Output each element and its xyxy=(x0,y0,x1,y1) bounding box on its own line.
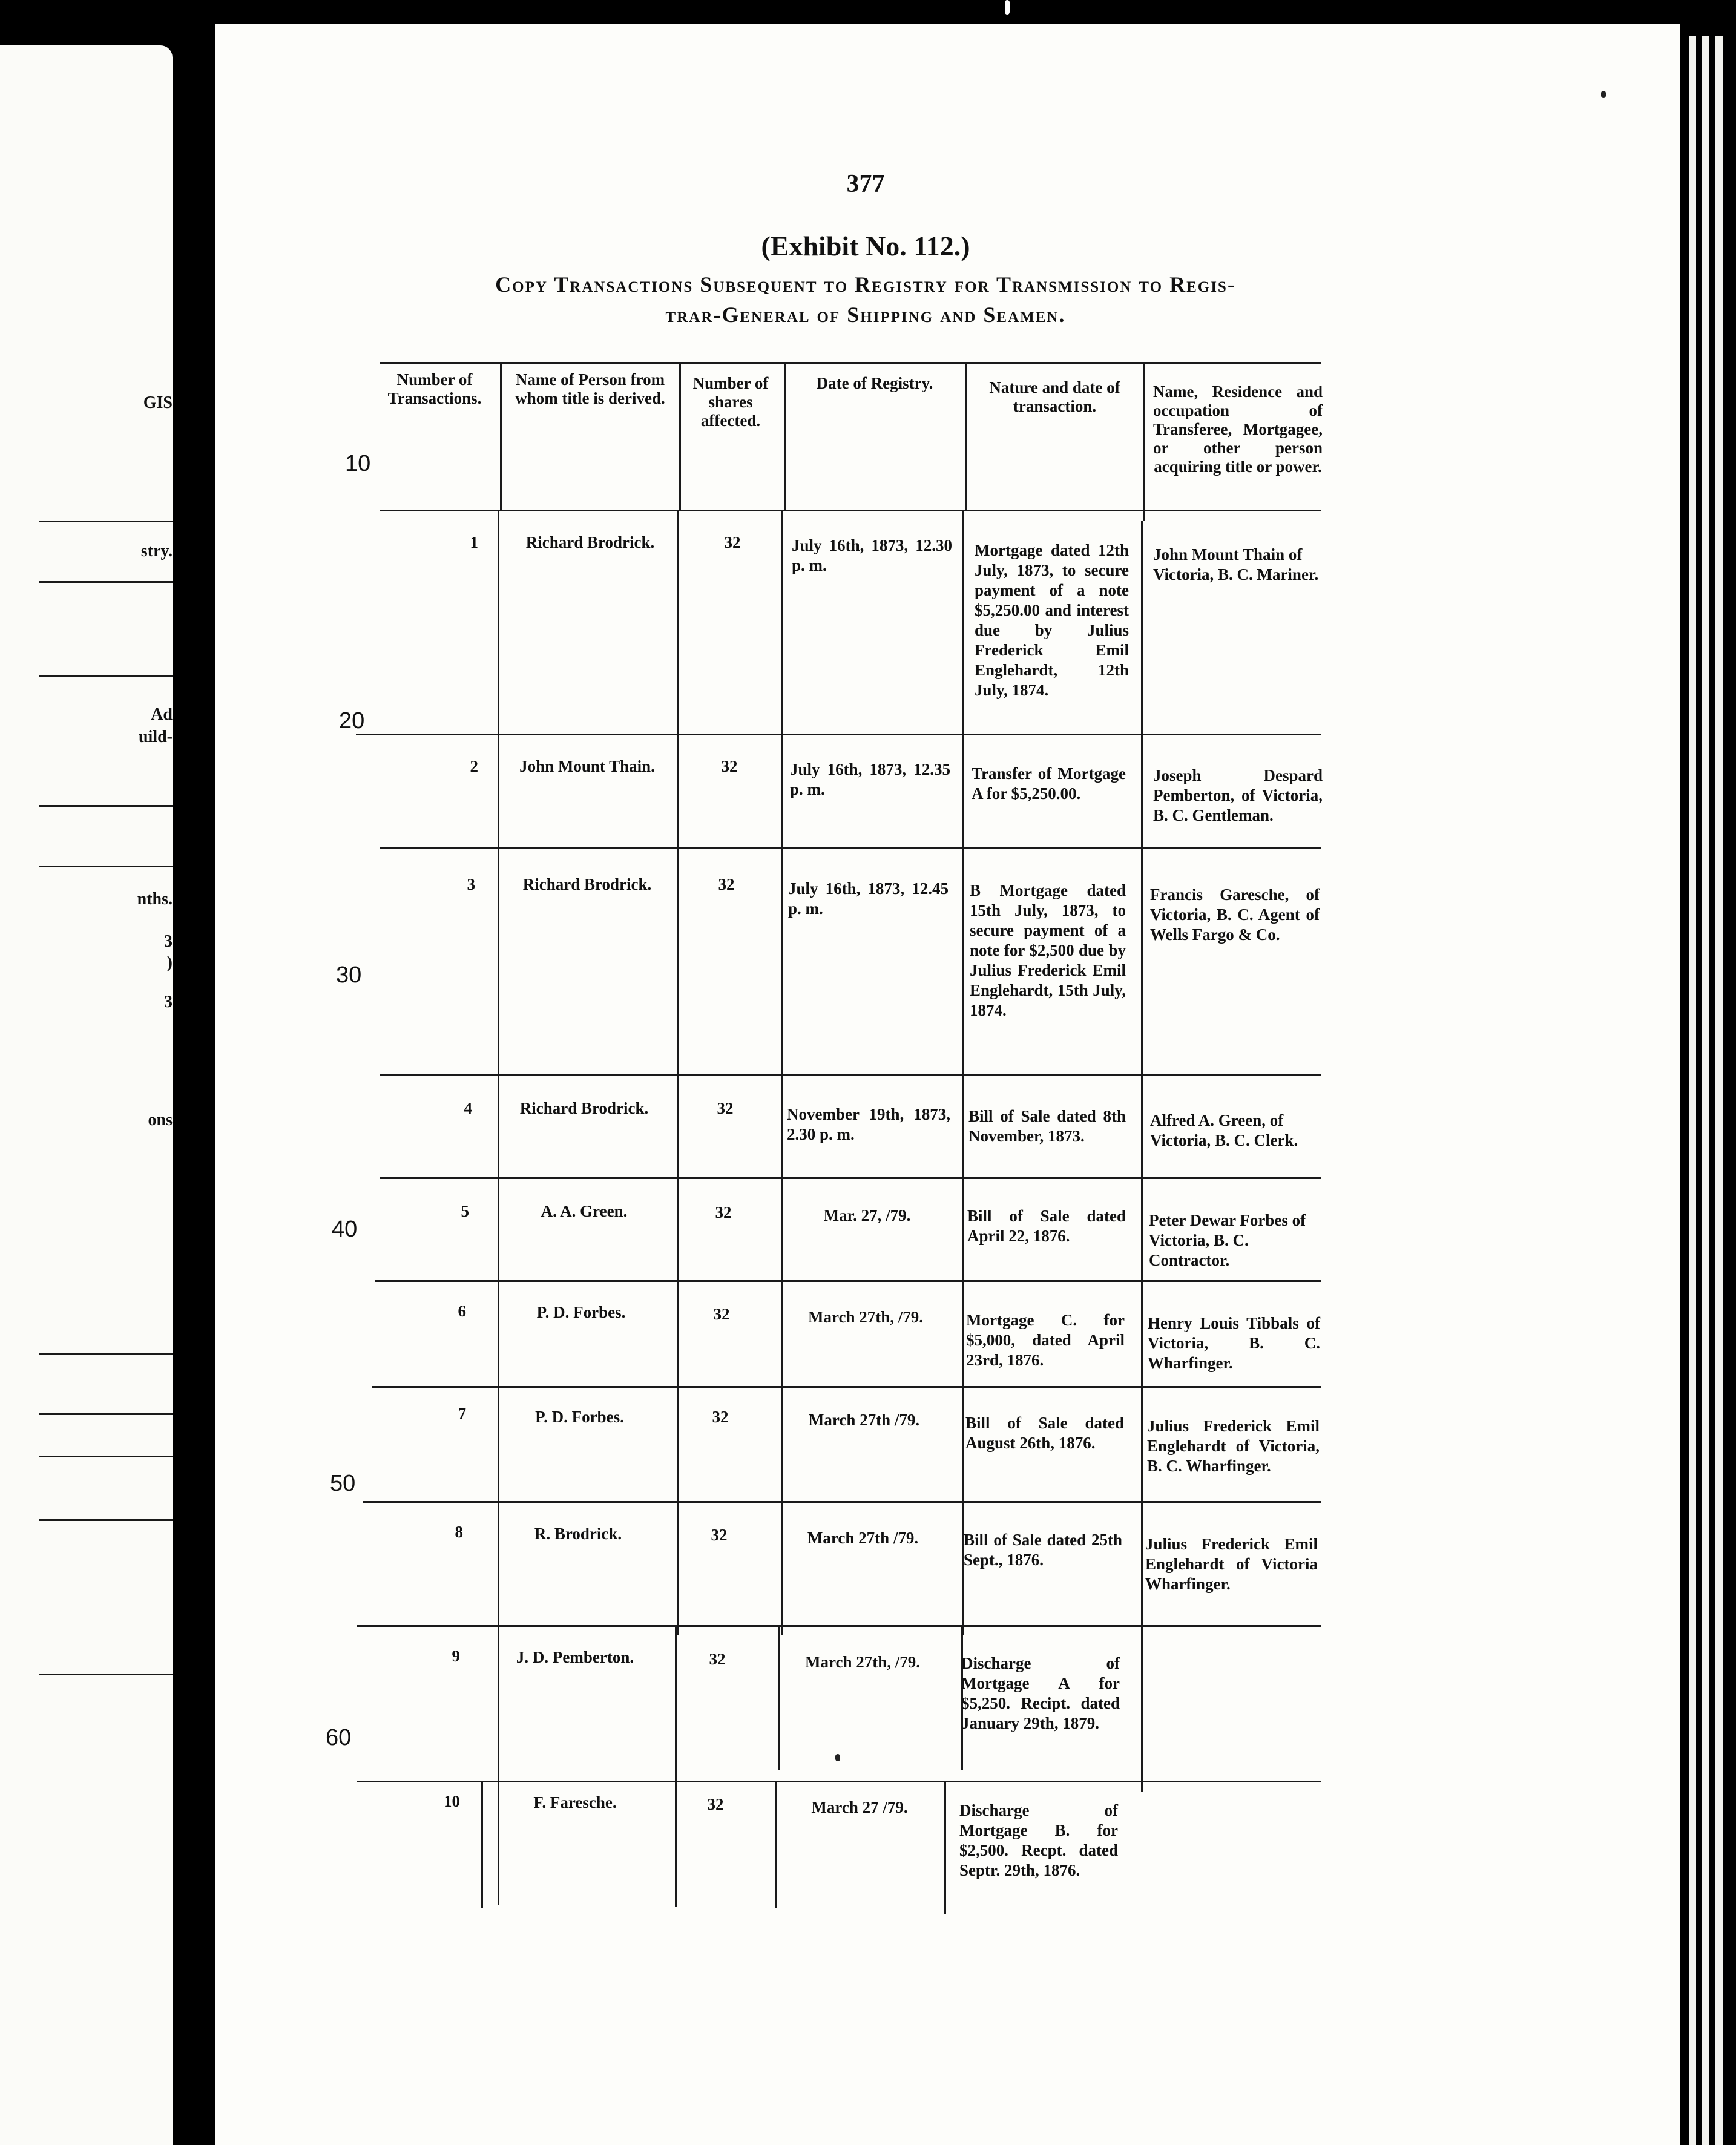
cell-nature: Bill of Sale dated 8th November, 1873. xyxy=(968,1107,1126,1145)
column-rule xyxy=(775,1781,777,1908)
left-page-rule xyxy=(39,1456,173,1457)
row-rule xyxy=(375,1280,1321,1282)
cell-name: John Mount Thain. xyxy=(519,757,655,775)
line-number: 40 xyxy=(332,1217,358,1242)
cell-name: F. Faresche. xyxy=(533,1793,617,1812)
row-rule xyxy=(380,1177,1321,1179)
cell-date: March 27th /79. xyxy=(808,1411,920,1429)
cell-transferee: Alfred A. Green, of Victoria, B. C. Clerk. xyxy=(1150,1111,1298,1149)
column-rule xyxy=(962,510,964,1635)
column-rule xyxy=(679,362,681,510)
left-page-rule xyxy=(39,1519,173,1521)
cell-name: J. D. Pemberton. xyxy=(516,1648,634,1666)
row-rule xyxy=(356,734,1321,735)
cell-number: 7 xyxy=(458,1405,466,1423)
cell-number: 1 xyxy=(470,533,478,551)
line-number: 20 xyxy=(339,708,365,734)
cell-shares: 32 xyxy=(713,1305,730,1323)
scan-speck xyxy=(835,1754,840,1761)
header-nature: Nature and date of transaction. xyxy=(989,378,1120,415)
cell-shares: 32 xyxy=(724,533,741,551)
cell-date: March 27th /79. xyxy=(807,1529,919,1547)
cell-name: P. D. Forbes. xyxy=(535,1408,624,1426)
cell-date: July 16th, 1873, 12.45 p. m. xyxy=(788,879,949,918)
cell-nature: Mortgage dated 12th July, 1873, to secure payment of a note $5,250.00 and interest due by Julius Frederick Emil Englehardt, 12th July, 1874. xyxy=(975,541,1129,699)
line-number: 60 xyxy=(326,1725,352,1750)
cell-shares: 32 xyxy=(721,757,738,775)
left-page-rule xyxy=(39,1674,173,1675)
cell-transferee: Henry Louis Tibbals of Victoria, B. C. Wharfinger. xyxy=(1148,1314,1320,1372)
left-page-fragment: 3 xyxy=(164,993,173,1011)
left-page-fragment: stry. xyxy=(140,542,173,560)
cell-shares: 32 xyxy=(711,1526,728,1544)
column-rule xyxy=(778,1625,780,1770)
cell-nature: B Mortgage dated 15th July, 1873, to secure payment of a note for $2,500 due by Julius Frederick Emil Englehardt, 15th July, 1874. xyxy=(970,881,1126,1019)
cell-shares: 32 xyxy=(712,1408,729,1426)
column-rule xyxy=(1143,362,1145,521)
left-page-fragment: ) xyxy=(166,953,173,972)
header-name: Name of Person from whom title is derived. xyxy=(515,370,665,407)
cell-number: 8 xyxy=(455,1523,463,1541)
left-page-fragment: GIS xyxy=(143,393,173,412)
cell-shares: 32 xyxy=(709,1650,726,1668)
scan-speck xyxy=(1601,91,1606,98)
cell-transferee: Julius Frederick Emil Englehardt of Victoria Wharfinger. xyxy=(1145,1535,1318,1593)
left-page-rule xyxy=(39,675,173,677)
cell-name: R. Brodrick. xyxy=(534,1525,622,1543)
table-top-rule xyxy=(380,362,1321,364)
column-rule xyxy=(965,362,967,510)
row-rule xyxy=(357,1625,1321,1627)
cell-number: 5 xyxy=(461,1202,469,1220)
cell-shares: 32 xyxy=(707,1795,724,1813)
header-shares: Number of shares affected. xyxy=(692,374,769,430)
left-page-fragment: Ad xyxy=(151,705,173,724)
cell-transferee: Francis Garesche, of Victoria, B. C. Agent of Wells Fargo & Co. xyxy=(1150,885,1320,944)
column-rule xyxy=(500,362,502,510)
cell-name: A. A. Green. xyxy=(541,1202,628,1220)
title-line: trar-General of Shipping and Seamen. xyxy=(665,303,1066,327)
cell-nature: Bill of Sale dated August 26th, 1876. xyxy=(965,1414,1124,1452)
left-page-rule xyxy=(39,581,173,583)
left-page-rule xyxy=(39,805,173,807)
left-page-fragment: nths. xyxy=(137,890,173,908)
cell-number: 9 xyxy=(452,1647,460,1665)
cell-nature: Discharge of Mortgage B. for $2,500. Recpt. dated Septr. 29th, 1876. xyxy=(959,1801,1118,1879)
page-number: 377 xyxy=(846,170,885,198)
cell-name: P. D. Forbes. xyxy=(536,1303,626,1321)
column-rule xyxy=(481,1781,483,1908)
cell-number: 4 xyxy=(464,1099,472,1117)
left-page-fragment: uild- xyxy=(138,728,173,746)
row-rule xyxy=(372,1386,1321,1388)
left-page-fragment: 3 xyxy=(164,932,173,951)
row-rule xyxy=(380,510,1321,511)
cell-date: July 16th, 1873, 12.35 p. m. xyxy=(790,760,950,798)
cell-name: Richard Brodrick. xyxy=(522,875,652,893)
cell-transferee: Peter Dewar Forbes of Victoria, B. C. Contractor. xyxy=(1149,1211,1306,1269)
left-page-rule xyxy=(39,521,173,522)
cell-nature: Bill of Sale dated 25th Sept., 1876. xyxy=(964,1531,1122,1569)
cell-shares: 32 xyxy=(715,1203,732,1221)
column-rule xyxy=(781,510,783,1635)
header-date: Date of Registry. xyxy=(816,374,933,392)
page-stack-edge xyxy=(1715,36,1723,2145)
cell-date: July 16th, 1873, 12.30 p. m. xyxy=(792,536,952,574)
left-page-fragment: ons xyxy=(148,1111,173,1129)
scan-mark xyxy=(1005,0,1010,15)
row-rule xyxy=(357,1781,1321,1782)
cell-date: Mar. 27, /79. xyxy=(823,1206,911,1224)
cell-nature: Mortgage C. for $5,000, dated April 23rd, 1876. xyxy=(966,1311,1125,1369)
column-rule xyxy=(784,362,786,510)
cell-number: 6 xyxy=(458,1302,466,1320)
left-page-edge xyxy=(0,45,173,2145)
cell-nature: Discharge of Mortgage A for $5,250. Recipt. dated January 29th, 1879. xyxy=(961,1654,1120,1732)
cell-date: November 19th, 1873, 2.30 p. m. xyxy=(787,1105,950,1143)
line-number: 10 xyxy=(345,451,371,476)
column-rule xyxy=(675,1625,677,1907)
header-transferee: Name, Residence and occupation of Transferee, Mortgagee, or other person acquiring title or power. xyxy=(1153,383,1323,476)
main-page xyxy=(215,24,1680,2145)
row-rule xyxy=(363,1501,1321,1503)
cell-date: March 27 /79. xyxy=(811,1798,908,1816)
page-stack-edge xyxy=(1689,36,1696,2145)
left-page-rule xyxy=(39,1413,173,1415)
title-line: Copy Transactions Subsequent to Registry for Transmission to Regis- xyxy=(495,272,1236,297)
exhibit-heading: (Exhibit No. 112.) xyxy=(761,231,970,261)
cell-transferee: Julius Frederick Emil Englehardt of Victoria, B. C. Wharfinger. xyxy=(1147,1417,1320,1475)
cell-nature: Bill of Sale dated April 22, 1876. xyxy=(967,1207,1126,1245)
left-page-rule xyxy=(39,866,173,867)
cell-number: 10 xyxy=(444,1792,460,1810)
cell-nature: Transfer of Mortgage A for $5,250.00. xyxy=(972,764,1126,803)
cell-date: March 27th, /79. xyxy=(808,1308,923,1326)
document-title xyxy=(345,269,1386,330)
line-number: 50 xyxy=(330,1471,356,1496)
cell-shares: 32 xyxy=(718,875,735,893)
column-rule xyxy=(1141,521,1143,1792)
row-rule xyxy=(380,1074,1321,1076)
cell-transferee: John Mount Thain of Victoria, B. C. Mariner. xyxy=(1153,545,1319,583)
cell-number: 3 xyxy=(467,875,475,893)
cell-name: Richard Brodrick. xyxy=(525,533,655,551)
column-rule xyxy=(677,510,679,1635)
line-number: 30 xyxy=(336,962,362,988)
header-number: Number of Transactions. xyxy=(387,370,482,407)
cell-name: Richard Brodrick. xyxy=(519,1099,649,1117)
page-stack-edge xyxy=(1702,36,1709,2145)
cell-shares: 32 xyxy=(717,1099,734,1117)
row-rule xyxy=(380,847,1321,849)
cell-date: March 27th, /79. xyxy=(805,1653,920,1671)
cell-number: 2 xyxy=(470,757,478,775)
column-rule xyxy=(944,1781,946,1914)
cell-transferee: Joseph Despard Pemberton, of Victoria, B. C. Gentleman. xyxy=(1153,766,1323,824)
left-page-rule xyxy=(39,1353,173,1355)
